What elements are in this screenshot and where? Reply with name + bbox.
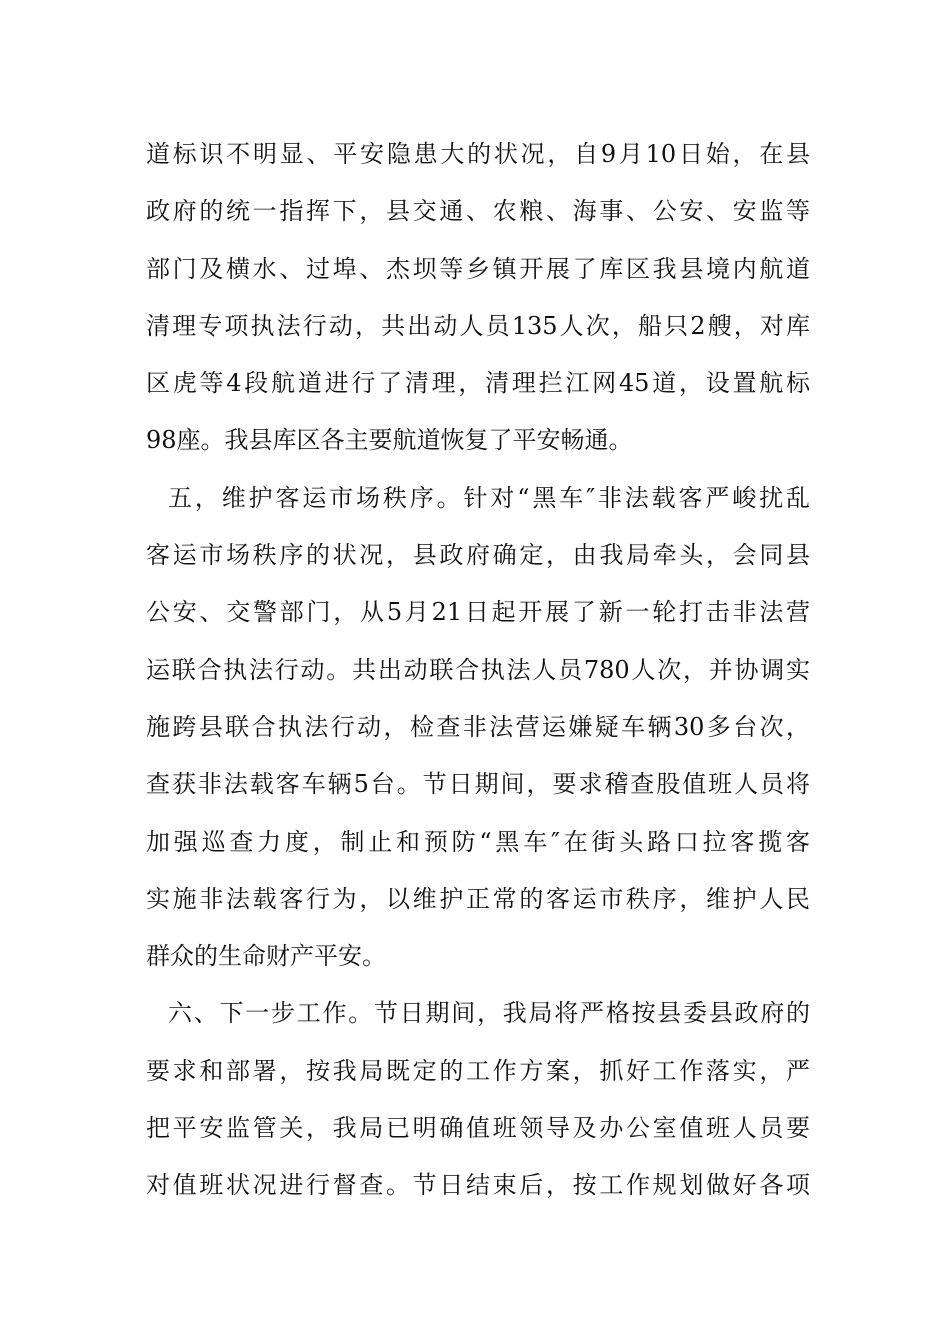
- text-line: 98座。我县库区各主要航道恢复了平安畅通。: [146, 426, 633, 455]
- text-line: 对值班状况进行督查。节日结束后，按工作规划做好各项: [146, 1171, 810, 1200]
- document-body: [146, 126, 810, 1215]
- text-line: 清理专项执法行动，共出动人员135人次，船只2艘，对库: [146, 311, 810, 340]
- text-line: 要求和部署，按我局既定的工作方案，抓好工作落实，严: [146, 1056, 810, 1085]
- text-line: 加强巡查力度，制止和预防“黑车″在街头路口拉客揽客: [146, 827, 810, 856]
- paragraph-start-line: 六、下一步工作。节日期间，我局将严格按县委县政府的: [168, 999, 810, 1028]
- text-line: 客运市场秩序的状况，县政府确定，由我局牵头，会同县: [146, 541, 810, 570]
- text-line: 运联合执法行动。共出动联合执法人员780人次，并协调实: [146, 655, 810, 684]
- text-line: 实施非法载客行为，以维护正常的客运市秩序，维护人民: [146, 884, 810, 913]
- paragraph-start-line: 五，维护客运市场秩序。针对“黑车″非法载客严峻扰乱: [168, 483, 810, 512]
- text-line: 政府的统一指挥下，县交通、农粮、海事、公安、安监等: [146, 197, 810, 226]
- text-line: 区虎等4段航道进行了清理，清理拦江网45道，设置航标: [146, 369, 810, 398]
- text-line: 把平安监管关，我局已明确值班领导及办公室值班人员要: [146, 1114, 810, 1143]
- text-line: 施跨县联合执法行动，检查非法营运嫌疑车辆30多台次，: [146, 712, 810, 741]
- text-line: 道标识不明显、平安隐患大的状况，自9月10日始，在县: [146, 140, 810, 168]
- text-line: 公安、交警部门，从5月21日起开展了新一轮打击非法营: [146, 598, 810, 627]
- text-line: 群众的生命财产平安。: [146, 942, 386, 971]
- text-line: 查获非法载客车辆5台。节日期间，要求稽查股值班人员将: [146, 770, 810, 799]
- text-line: 部门及横水、过埠、杰坝等乡镇开展了库区我县境内航道: [146, 254, 810, 283]
